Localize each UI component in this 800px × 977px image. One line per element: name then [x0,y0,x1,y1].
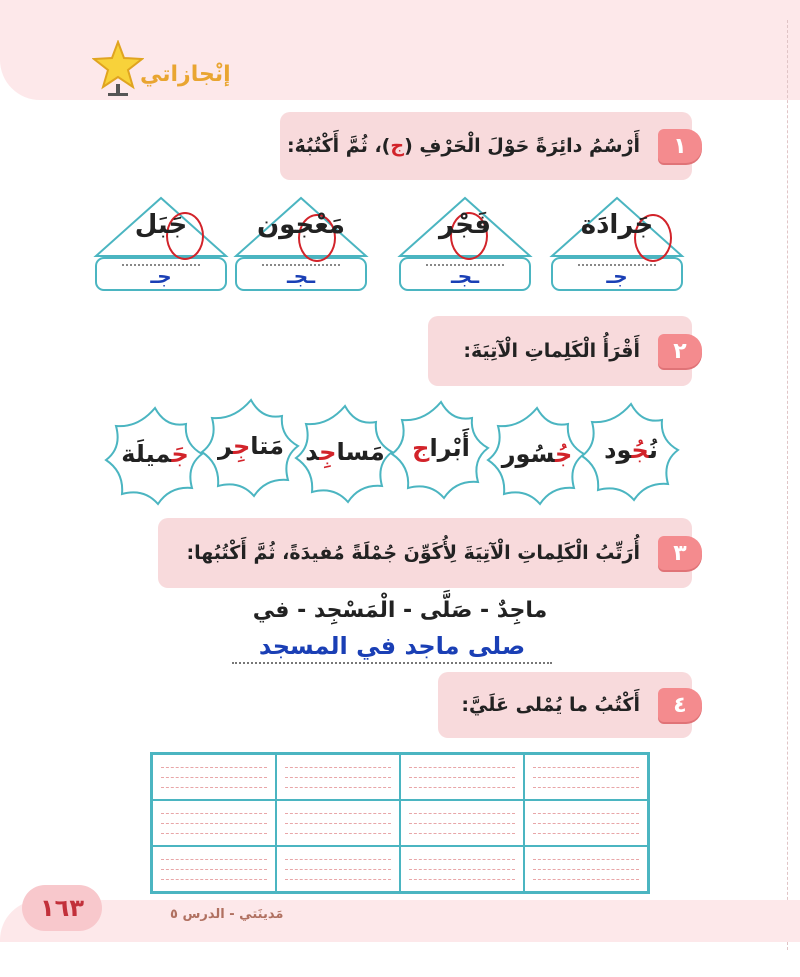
star-word-3-text: أَبْراج [412,434,470,462]
margin-rule [787,20,788,950]
dictation-cell[interactable] [524,800,648,846]
star-word-6-text: جَميلَة [121,440,189,468]
dictation-cell[interactable] [276,754,400,800]
word-card-1-answer: جـ [606,264,628,288]
word-card-1 [548,192,686,292]
star-word-3 [386,396,496,506]
lesson-label: مَدينَتي - الدرس ٥ [170,907,284,922]
star-word-2-text: جُسُور [501,440,573,468]
question-3-number: ٣ [658,536,702,570]
word-card-3-answer: ـجـ [286,264,316,288]
page-number: ١٦٣ [22,885,102,931]
star-word-4 [290,400,400,510]
dictation-cell[interactable] [152,846,276,892]
star-word-1-text: نُجُود [604,436,658,464]
star-word-4-text: مَساجِد [305,438,385,466]
star-word-6 [100,402,210,512]
dictation-cell[interactable] [152,754,276,800]
word-card-1-word: جَرادَة [580,210,654,240]
word-card-2-word: فَجْر [439,210,491,240]
dictation-cell[interactable] [400,846,524,892]
word-card-2 [396,192,534,292]
dictation-grid [150,752,650,894]
question-1-banner [280,112,692,180]
question-1-text: أَرْسُمُ دائِرَةً حَوْلَ الْحَرْفِ (ج)، ثُمَّ أَكْتُبُهُ: [287,135,640,157]
word-card-2-answer: ـجـ [450,264,480,288]
star-word-5 [196,394,306,504]
word-card-4-word: جَبَل [134,210,188,240]
question-1-number: ١ [658,129,702,163]
dictation-cell[interactable] [276,846,400,892]
question-2-banner [428,316,692,386]
dictation-cell[interactable] [524,846,648,892]
word-card-3 [232,192,370,292]
dictation-cell[interactable] [524,754,648,800]
question-4-text: أَكْتُبُ ما يُمْلى عَلَيَّ: [461,694,640,716]
scrambled-words: ماجِدٌ - صَلَّى - الْمَسْجِد - في [252,598,548,623]
page-title: إنْجازاتي [140,62,231,87]
footer-band [0,900,800,942]
dictation-cell[interactable] [400,754,524,800]
star-word-2 [482,402,592,512]
word-card-4 [92,192,230,292]
dictation-cell[interactable] [276,800,400,846]
question-2-number: ٢ [658,334,702,368]
star-icon [92,40,144,98]
word-card-4-answer: جـ [150,264,172,288]
question-2-text: أَقْرَأُ الْكَلِماتِ الْآتِيَةَ: [463,340,640,362]
question-4-banner [438,672,692,738]
question-3-banner [158,518,692,588]
question-3-text: أُرَتِّبُ الْكَلِماتِ الْآتِيَةَ لِأُكَوِّنَ جُمْلَةً مُفيدَةً، ثُمَّ أَكْتُبُها: [186,542,640,564]
question-4-number: ٤ [658,688,702,722]
dictation-cell[interactable] [400,800,524,846]
star-word-1 [576,398,686,508]
sentence-answer: صلى ماجد في المسجد [232,632,552,664]
dictation-cell[interactable] [152,800,276,846]
word-card-3-word: مَعْجون [256,210,345,240]
star-word-5-text: مَتاجِر [218,432,284,460]
